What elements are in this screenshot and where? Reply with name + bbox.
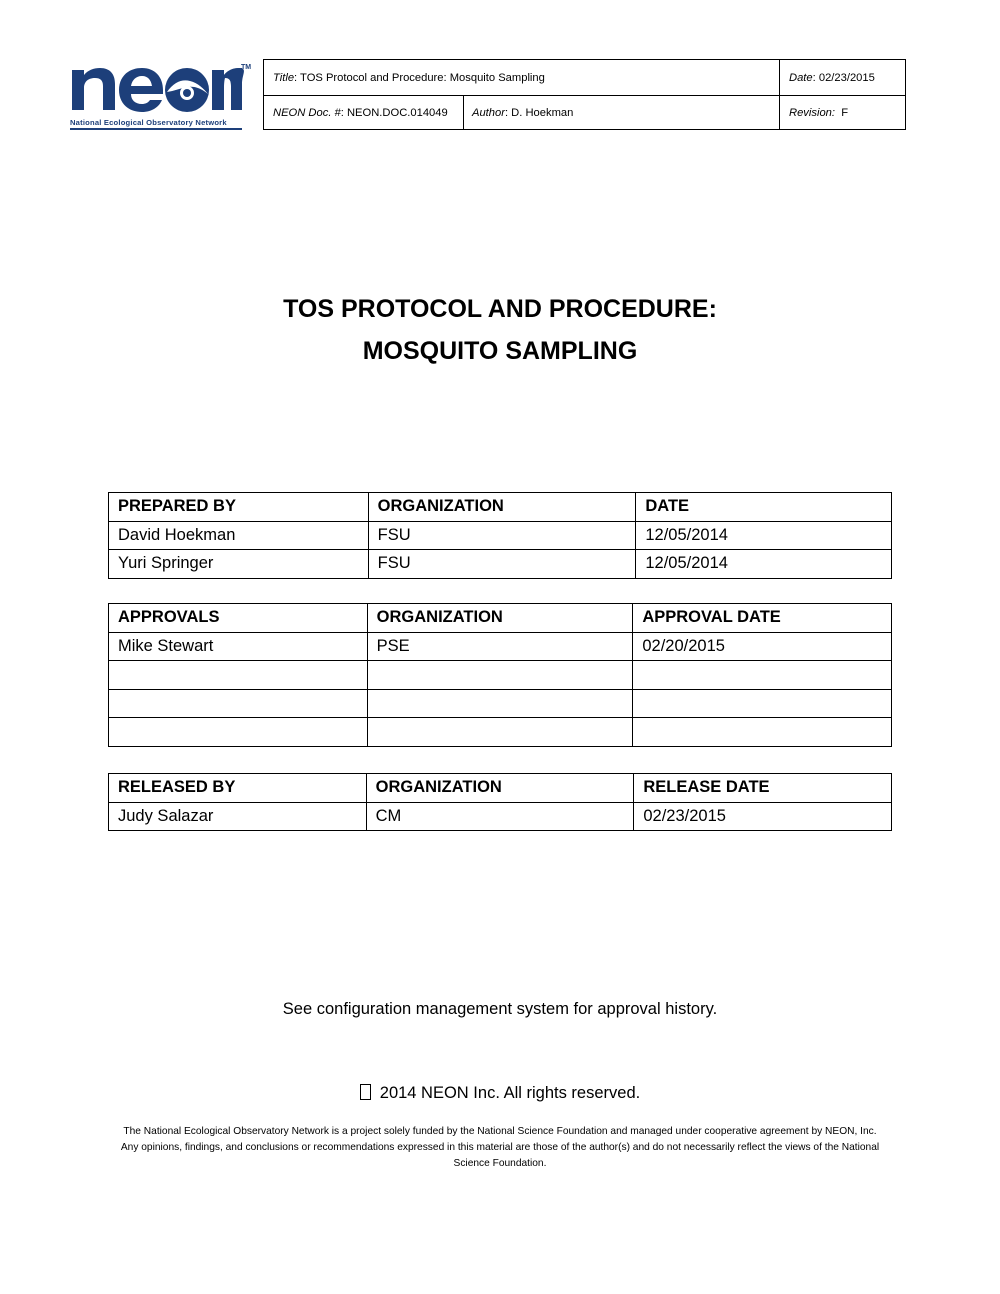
header-doc-value: : NEON.DOC.014049: [340, 107, 448, 119]
table-row: [109, 550, 892, 579]
approver-organization: [367, 689, 633, 718]
preparer-organization: FSU: [368, 550, 636, 579]
table-row: [109, 661, 892, 690]
logo-subtitle: National Ecological Observatory Network: [70, 118, 227, 127]
table-row: [109, 802, 892, 831]
table-row: [109, 632, 892, 661]
approval-date: 02/20/2015: [633, 632, 892, 661]
approval-date: [633, 661, 892, 690]
funding-disclaimer: The National Ecological Observatory Network is a project solely funded by the National Science Foundation and managed under cooperative agreement by NEON, Inc. Any opinions, findings, and conclusions or recommendations expressed in this material are those of the author(s) and do not necessarily reflect the views of the National Science Foundation.: [120, 1126, 880, 1169]
prepared-by-table: [108, 492, 892, 579]
neon-logo-mark: [70, 62, 252, 114]
header-revision: [780, 96, 905, 130]
header-date-value: : 02/23/2015: [812, 71, 875, 84]
column-header: RELEASE DATE: [634, 774, 892, 803]
svg-text:TM: TM: [241, 64, 252, 71]
approver-name: [109, 689, 368, 718]
approver-name: [109, 661, 368, 690]
header-divider: [779, 60, 780, 129]
table-row: [109, 689, 892, 718]
table-header-row: [109, 493, 892, 522]
header-revision-label: Revision:: [789, 107, 836, 119]
header-divider: [463, 95, 464, 129]
header-date: [780, 60, 905, 95]
approver-organization: [367, 718, 633, 747]
releaser-organization: CM: [366, 802, 634, 831]
table-row: [109, 521, 892, 550]
header-date-label: Date: [789, 71, 813, 84]
approval-date: [633, 689, 892, 718]
header-title: [264, 60, 780, 95]
preparer-name: Yuri Springer: [109, 550, 369, 579]
approvals-table: [108, 603, 892, 747]
header-revision-value: F: [835, 107, 849, 119]
document-header: [263, 59, 906, 130]
preparer-name: David Hoekman: [109, 521, 369, 550]
column-header: PREPARED BY: [109, 493, 369, 522]
approver-name: [109, 718, 368, 747]
header-title-value: : TOS Protocol and Procedure: Mosquito Sampling: [294, 71, 545, 84]
preparer-organization: FSU: [368, 521, 636, 550]
preparer-date: 12/05/2014: [636, 550, 892, 579]
copyright-symbol-icon: [360, 1084, 371, 1100]
column-header: DATE: [636, 493, 892, 522]
header-title-label: Title: [273, 71, 295, 84]
column-header: RELEASED BY: [109, 774, 367, 803]
approver-name: Mike Stewart: [109, 632, 368, 661]
document-title-line-2: MOSQUITO SAMPLING: [362, 337, 638, 365]
logo-underline: [70, 128, 242, 130]
header-author-label: Author: [472, 107, 505, 119]
releaser-name: Judy Salazar: [109, 802, 367, 831]
copyright-text: 2014 NEON Inc. All rights reserved.: [379, 1084, 641, 1102]
approval-date: [633, 718, 892, 747]
column-header: ORGANIZATION: [368, 493, 636, 522]
neon-logo: [70, 62, 252, 132]
configuration-note: See configuration management system for approval history.: [282, 1000, 718, 1018]
column-header: ORGANIZATION: [366, 774, 634, 803]
header-divider: [264, 95, 905, 96]
header-author: [463, 96, 780, 130]
approver-organization: PSE: [367, 632, 633, 661]
header-author-value: : D. Hoekman: [504, 107, 574, 119]
column-header: ORGANIZATION: [367, 604, 633, 633]
approver-organization: [367, 661, 633, 690]
release-date: 02/23/2015: [634, 802, 892, 831]
document-title-line-1: TOS PROTOCOL AND PROCEDURE:: [283, 295, 717, 323]
column-header: APPROVALS: [109, 604, 368, 633]
table-row: [109, 718, 892, 747]
header-doc-label: NEON Doc. #: [273, 107, 341, 119]
preparer-date: 12/05/2014: [636, 521, 892, 550]
column-header: APPROVAL DATE: [633, 604, 892, 633]
table-header-row: [109, 604, 892, 633]
released-by-table: [108, 773, 892, 831]
table-header-row: [109, 774, 892, 803]
copyright-line: [0, 1084, 1000, 1103]
header-doc-number: [264, 96, 463, 130]
